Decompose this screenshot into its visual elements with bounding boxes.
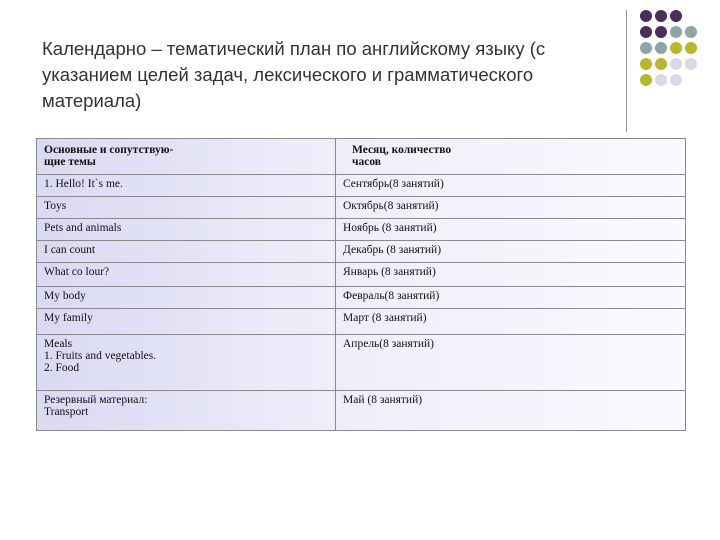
decorative-dot — [640, 42, 652, 54]
topic-cell — [37, 175, 336, 197]
header-topics-line-1: Основные и сопутствую- — [44, 144, 174, 156]
table-header-row — [37, 139, 686, 175]
decorative-dot — [655, 42, 667, 54]
header-topics-line-2: щие темы — [44, 156, 96, 168]
month-cell: Декабрь (8 занятий) — [336, 241, 686, 263]
divider-line — [626, 10, 627, 132]
decorative-dot — [640, 26, 652, 38]
plan-table — [36, 138, 686, 431]
decorative-dot — [640, 58, 652, 70]
decorative-dot — [670, 58, 682, 70]
table-row — [37, 219, 686, 241]
table-row — [37, 263, 686, 287]
decorative-dot — [655, 58, 667, 70]
topic-text: Pets and animals — [44, 222, 122, 234]
decorative-dot — [655, 26, 667, 38]
decorative-dot — [685, 58, 697, 70]
topic-text: 1. Fruits and vegetables. — [44, 350, 157, 362]
topic-text: What co lour? — [44, 266, 110, 278]
topic-text: My family — [44, 312, 93, 324]
decorative-dot-grid — [640, 10, 720, 122]
month-cell: Октябрь(8 занятий) — [336, 197, 686, 219]
topic-text: Резервный материал: — [44, 394, 148, 406]
topic-text: Transport — [44, 406, 89, 418]
decorative-dot — [670, 10, 682, 22]
decorative-dot — [670, 26, 682, 38]
table-row — [37, 309, 686, 335]
header-month-line-2: часов — [352, 156, 382, 168]
decorative-dot — [670, 74, 682, 86]
topic-cell — [37, 287, 336, 309]
table-row — [37, 175, 686, 197]
topic-text: 2. Food — [44, 362, 80, 374]
decorative-dot — [655, 74, 667, 86]
topic-cell — [37, 219, 336, 241]
topic-text: Toys — [44, 200, 67, 212]
header-month-line-1: Месяц, количество — [352, 144, 452, 156]
header-month — [336, 139, 686, 175]
month-cell: Февраль(8 занятий) — [336, 287, 686, 309]
topic-cell — [37, 309, 336, 335]
header-topics — [37, 139, 336, 175]
slide-title: Календарно – тематический план по английскому языку (с указанием целей задач, лексического и грамматического материала) — [42, 38, 546, 111]
table-row — [37, 287, 686, 309]
table-row — [37, 335, 686, 391]
topic-cell — [37, 335, 336, 391]
topic-text: 1. Hello! It`s me. — [44, 178, 123, 190]
decorative-dot — [640, 74, 652, 86]
decorative-dot — [685, 42, 697, 54]
decorative-dot — [670, 42, 682, 54]
month-cell: Ноябрь (8 занятий) — [336, 219, 686, 241]
month-cell: Сентябрь(8 занятий) — [336, 175, 686, 197]
month-cell: Январь (8 занятий) — [336, 263, 686, 287]
topic-cell — [37, 197, 336, 219]
month-cell: Май (8 занятий) — [336, 391, 686, 431]
decorative-dot — [640, 10, 652, 22]
table-row — [37, 197, 686, 219]
topic-cell — [37, 263, 336, 287]
topic-text: I can count — [44, 244, 96, 256]
topic-text: Meals — [44, 338, 73, 350]
decorative-dot — [685, 26, 697, 38]
table-row — [37, 391, 686, 431]
month-cell: Март (8 занятий) — [336, 309, 686, 335]
topic-text: My body — [44, 290, 86, 302]
decorative-dot — [655, 10, 667, 22]
topic-cell — [37, 241, 336, 263]
table-row — [37, 241, 686, 263]
month-cell: Апрель(8 занятий) — [336, 335, 686, 391]
topic-cell — [37, 391, 336, 431]
